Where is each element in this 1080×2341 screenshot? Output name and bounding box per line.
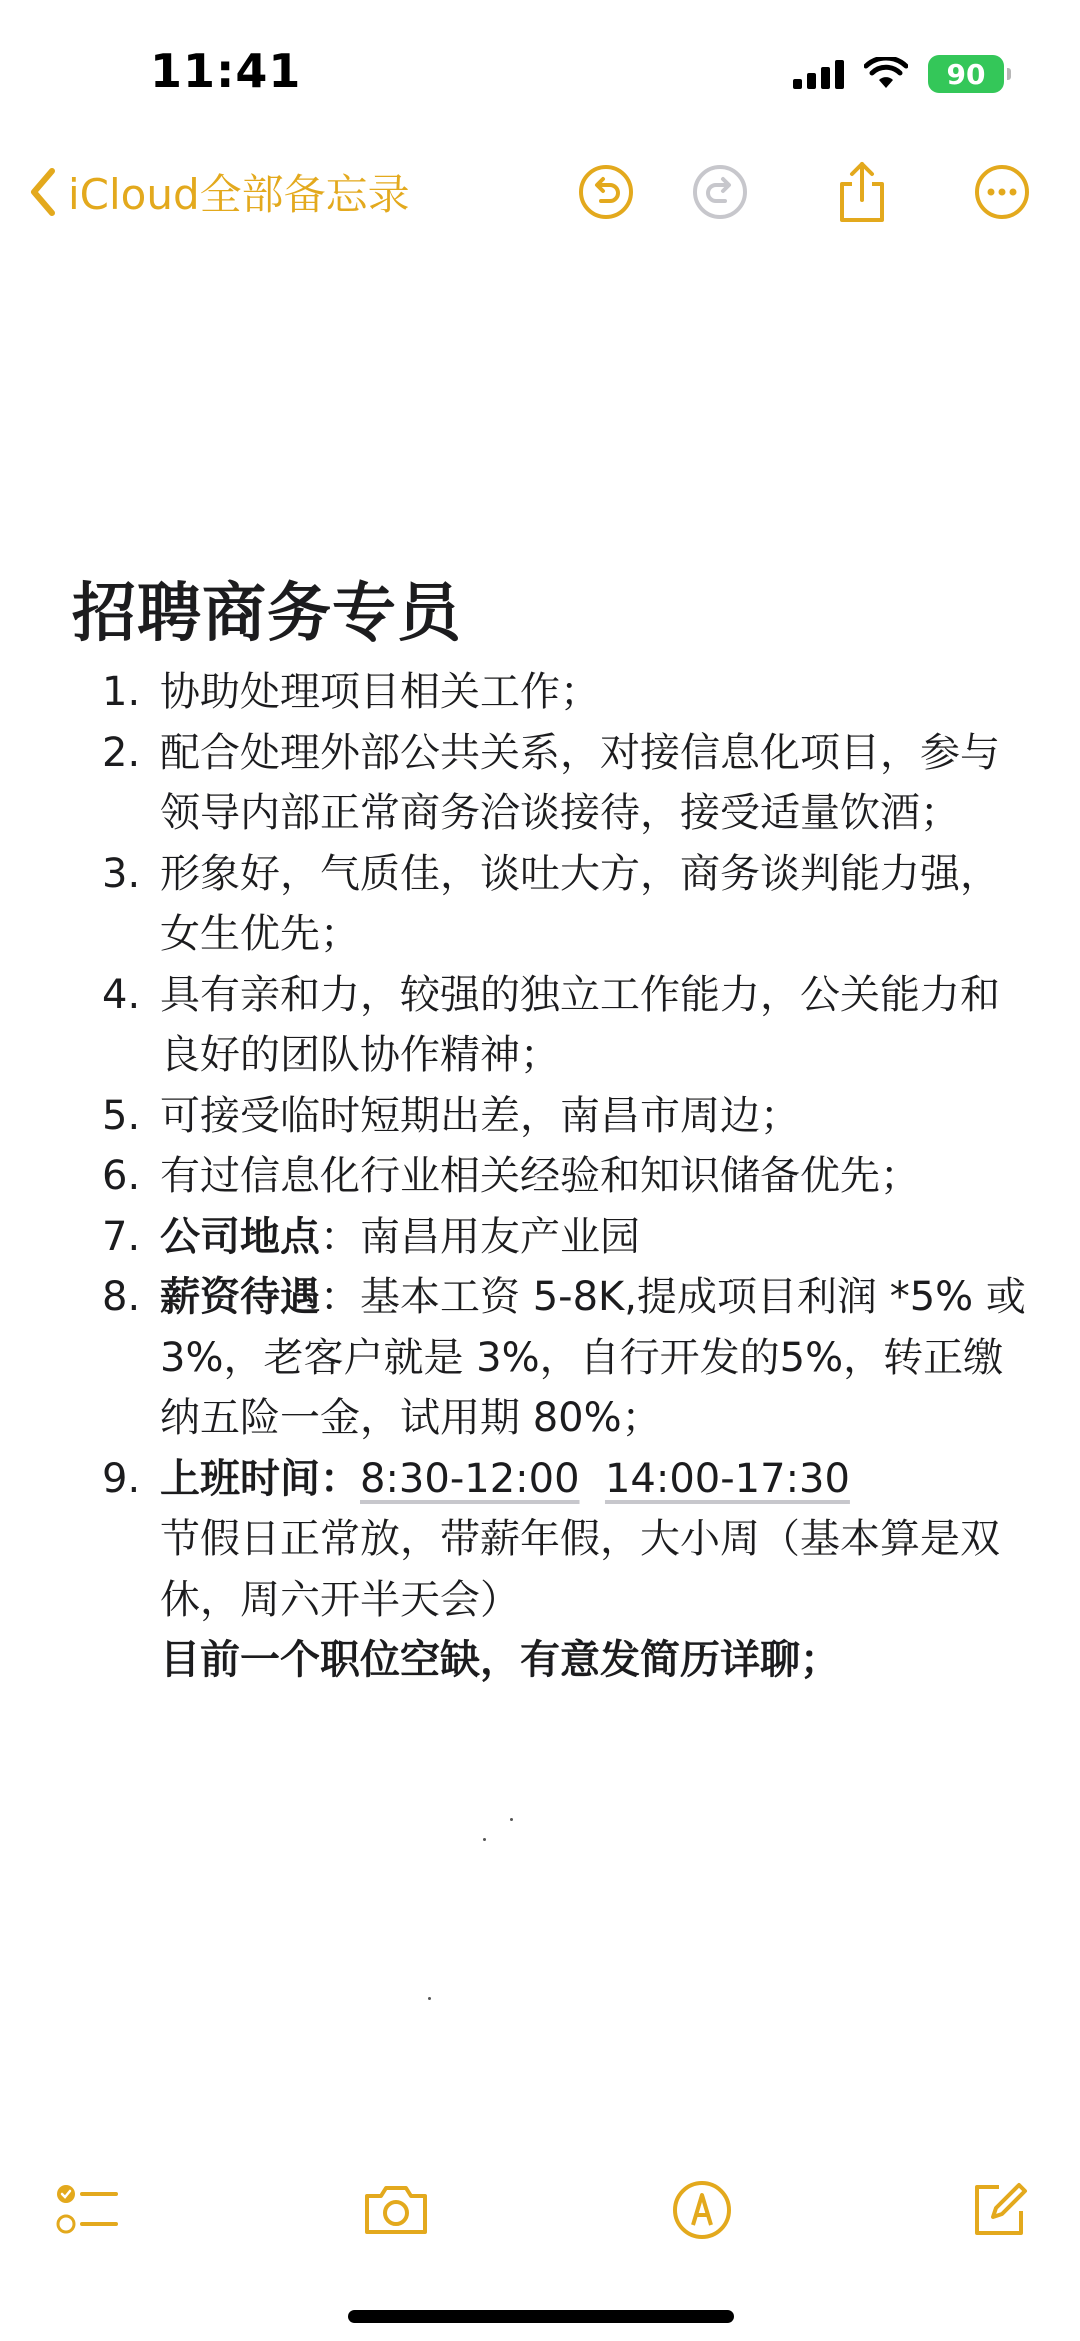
list-item — [72, 965, 1032, 1086]
list-number: 7. — [102, 1213, 141, 1260]
list-number: 9. — [102, 1455, 141, 1502]
status-bar — [0, 0, 1080, 150]
battery-icon — [928, 55, 1004, 93]
list-text: 有过信息化行业相关经验和知识储备优先； — [160, 1153, 920, 1199]
list-text: 协助处理项目相关工作； — [160, 669, 600, 715]
camera-icon[interactable] — [356, 2170, 436, 2250]
more-icon[interactable] — [970, 160, 1034, 224]
stray-dot — [428, 1997, 431, 2000]
stray-dot — [510, 1818, 513, 1821]
list-number: 6. — [102, 1153, 141, 1199]
location-value: ：南昌用友产业园 — [320, 1213, 640, 1260]
list-item-location — [72, 1207, 1032, 1268]
list-text: 可接受临时短期出差，南昌市周边； — [160, 1092, 800, 1139]
afternoon-hours-link[interactable]: 14:00-17:30 — [604, 1455, 850, 1502]
list-item — [72, 662, 1032, 723]
nav-bar — [0, 150, 1080, 234]
list-number: 1. — [102, 669, 141, 715]
compose-icon[interactable] — [960, 2170, 1040, 2250]
list-number: 8. — [102, 1274, 141, 1320]
requirements-list — [72, 662, 1032, 1691]
list-text: 具有亲和力，较强的独立工作能力，公关能力和良好的团队协作精神； — [160, 971, 1000, 1078]
vacancy-text: 目前一个职位空缺，有意发简历详聊； — [160, 1637, 840, 1683]
status-time: 11:41 — [150, 44, 302, 98]
list-number: 3. — [102, 850, 141, 897]
checklist-icon[interactable] — [48, 2170, 128, 2250]
list-number: 4. — [102, 971, 141, 1018]
undo-icon[interactable] — [574, 160, 638, 224]
note-title: 招聘商务专员 — [72, 577, 462, 651]
list-item — [72, 723, 1032, 844]
salary-value: ：基本工资 5-8K,提成项目利润 *5% 或 3%，老客户就是 3%，自行开发的5%，转正缴纳五险一金，试用期 80%； — [160, 1274, 1026, 1441]
stray-dot — [483, 1838, 486, 1841]
morning-hours-link[interactable]: 8:30-12:00 — [360, 1455, 580, 1502]
list-item-hours — [72, 1449, 1032, 1691]
wifi-icon — [864, 57, 908, 91]
list-item — [72, 844, 1032, 965]
list-item — [72, 1146, 1032, 1207]
list-number: 2. — [102, 729, 141, 776]
list-text: 形象好，气质佳，谈吐大方，商务谈判能力强，女生优先； — [160, 850, 1000, 957]
cellular-signal-icon — [793, 59, 844, 89]
status-indicators — [793, 52, 1004, 96]
list-text: 配合处理外部公共关系，对接信息化项目，参与领导内部正常商务洽谈接待，接受适量饮酒； — [160, 729, 1000, 836]
redo-icon[interactable] — [688, 160, 752, 224]
holiday-text: 节假日正常放，带薪年假，大小周（基本算是双休，周六开半天会） — [160, 1516, 1000, 1623]
back-label: iCloud全部备忘录 — [68, 170, 410, 219]
list-number: 5. — [102, 1092, 141, 1139]
home-indicator — [348, 2310, 734, 2323]
chevron-left-icon — [28, 167, 58, 217]
share-icon[interactable] — [830, 160, 894, 224]
list-item — [72, 1086, 1032, 1147]
note-body[interactable] — [72, 572, 1032, 1691]
list-item-salary — [72, 1267, 1032, 1449]
battery-level: 90 — [946, 57, 986, 91]
markup-icon[interactable] — [662, 2170, 742, 2250]
hours-label: 上班时间： — [160, 1455, 360, 1502]
salary-label: 薪资待遇 — [160, 1274, 320, 1320]
location-label: 公司地点 — [160, 1213, 320, 1260]
bottom-toolbar — [0, 2170, 1080, 2250]
back-button[interactable] — [28, 160, 410, 224]
